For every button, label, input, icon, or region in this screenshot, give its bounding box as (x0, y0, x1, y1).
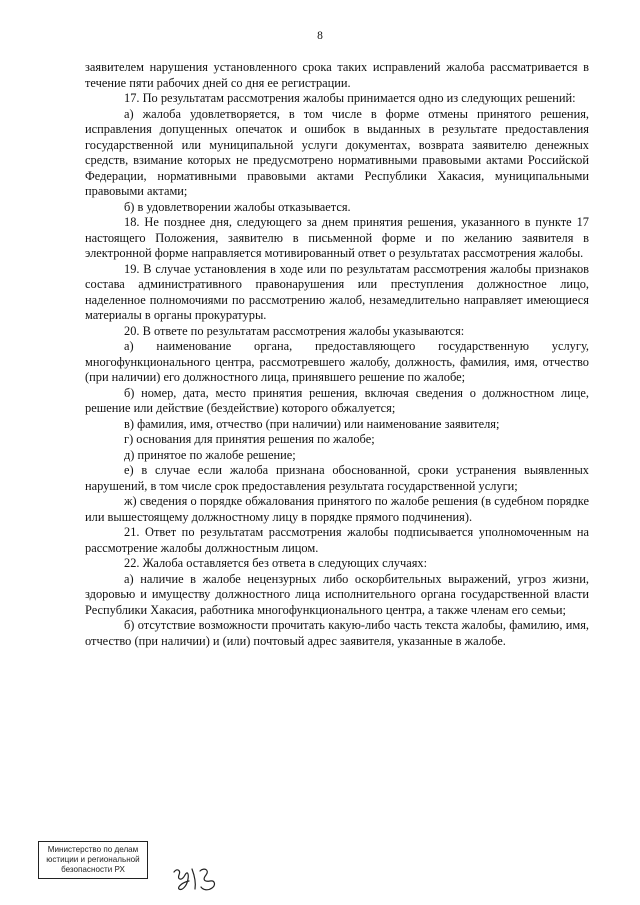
paragraph-item-17-b: б) в удовлетворении жалобы отказывается. (124, 199, 351, 214)
paragraph-continuation: заявителем нарушения установленного срока таких исправлений жалоба рассматривается в течение пяти рабочих дней со дня ее регистрации. (85, 60, 589, 90)
page-number: 8 (317, 30, 323, 42)
handwritten-signature (170, 862, 226, 894)
paragraph-item-17: 17. По результатам рассмотрения жалобы принимается одно из следующих решений: (124, 91, 576, 105)
paragraph-item-20-b: б) номер, дата, место принятия решения, включая сведения о должностном лице, решение или действие (бездействие) которого обжалуется; (85, 385, 589, 415)
paragraph-item-18: 18. Не позднее дня, следующего за днем принятия решения, указанного в пункте 17 настоящего Положения, заявителю в письменной форме и по желанию заявителя в электронной форме направляется мотивированный ответ о результатах рассмотрения жалобы. (85, 215, 589, 260)
paragraph-item-20-v: в) фамилия, имя, отчество (при наличии) или наименование заявителя; (124, 416, 500, 431)
stamp-line: безопасности РХ (61, 865, 125, 874)
document-body (85, 60, 589, 649)
paragraph-item-17-a: а) жалоба удовлетворяется, в том числе в форме отмены принятого решения, исправления допущенных опечаток и ошибок в выданных в результате предоставления государственной или муниципальной услуги документах, возврата заявителю денежных средств, взимание которых не предусмотрено нормативными правовыми актами Российской Федерации, нормативными правовыми актами Республики Хакасия, муниципальными правовыми актами; (85, 106, 589, 198)
paragraph-item-22: 22. Жалоба оставляется без ответа в следующих случаях: (124, 556, 428, 570)
paragraph-item-20-zh: ж) сведения о порядке обжалования принятого по жалобе решения (в судебном порядке или вышестоящему должностному лицу в порядке прямого подчинения). (85, 494, 589, 524)
stamp-line: Министерство по делам (47, 845, 139, 854)
paragraph-item-22-a: а) наличие в жалобе нецензурных либо оскорбительных выражений, угроз жизни, здоровью и имуществу должностного лица исполнительного органа государственной власти Республики Хакасия, работника многофункционального центра, а также членам его семьи; (85, 571, 589, 617)
paragraph-item-21: 21. Ответ по результатам рассмотрения жалобы подписывается уполномоченным на рассмотрение жалобы должностным лицом. (85, 525, 589, 555)
paragraph-item-20-g: г) основания для принятия решения по жалобе; (124, 432, 375, 446)
ministry-stamp (38, 841, 148, 879)
paragraph-item-20-a: а) наименование органа, предоставляющего государственную услугу, многофункционального центра, рассмотревшего жалобу, должность, фамилия, имя, отчество (при наличии) его должностного лица, принявшего решение по жалобе; (85, 339, 589, 384)
paragraph-item-22-b: б) отсутствие возможности прочитать какую-либо часть текста жалобы, фамилию, имя, отчество (при наличии) и (или) почтовый адрес заявителя, указанные в жалобе. (85, 618, 589, 648)
paragraph-item-20: 20. В ответе по результатам рассмотрения жалобы указываются: (124, 323, 465, 338)
paragraph-item-20-e: е) в случае если жалоба признана обоснованной, сроки устранения выявленных нарушений, в том числе срок предоставления результата государственной услуги; (85, 463, 589, 493)
paragraph-item-20-d: д) принятое по жалобе решение; (124, 447, 296, 462)
stamp-line: юстиции и региональной (46, 855, 140, 864)
paragraph-item-19: 19. В случае установления в ходе или по результатам рассмотрения жалобы признаков состава административного правонарушения или преступления должностное лицо, наделенное полномочиями по рассмотрению жалоб, незамедлительно направляет имеющиеся материалы в органы прокуратуры. (85, 261, 589, 322)
